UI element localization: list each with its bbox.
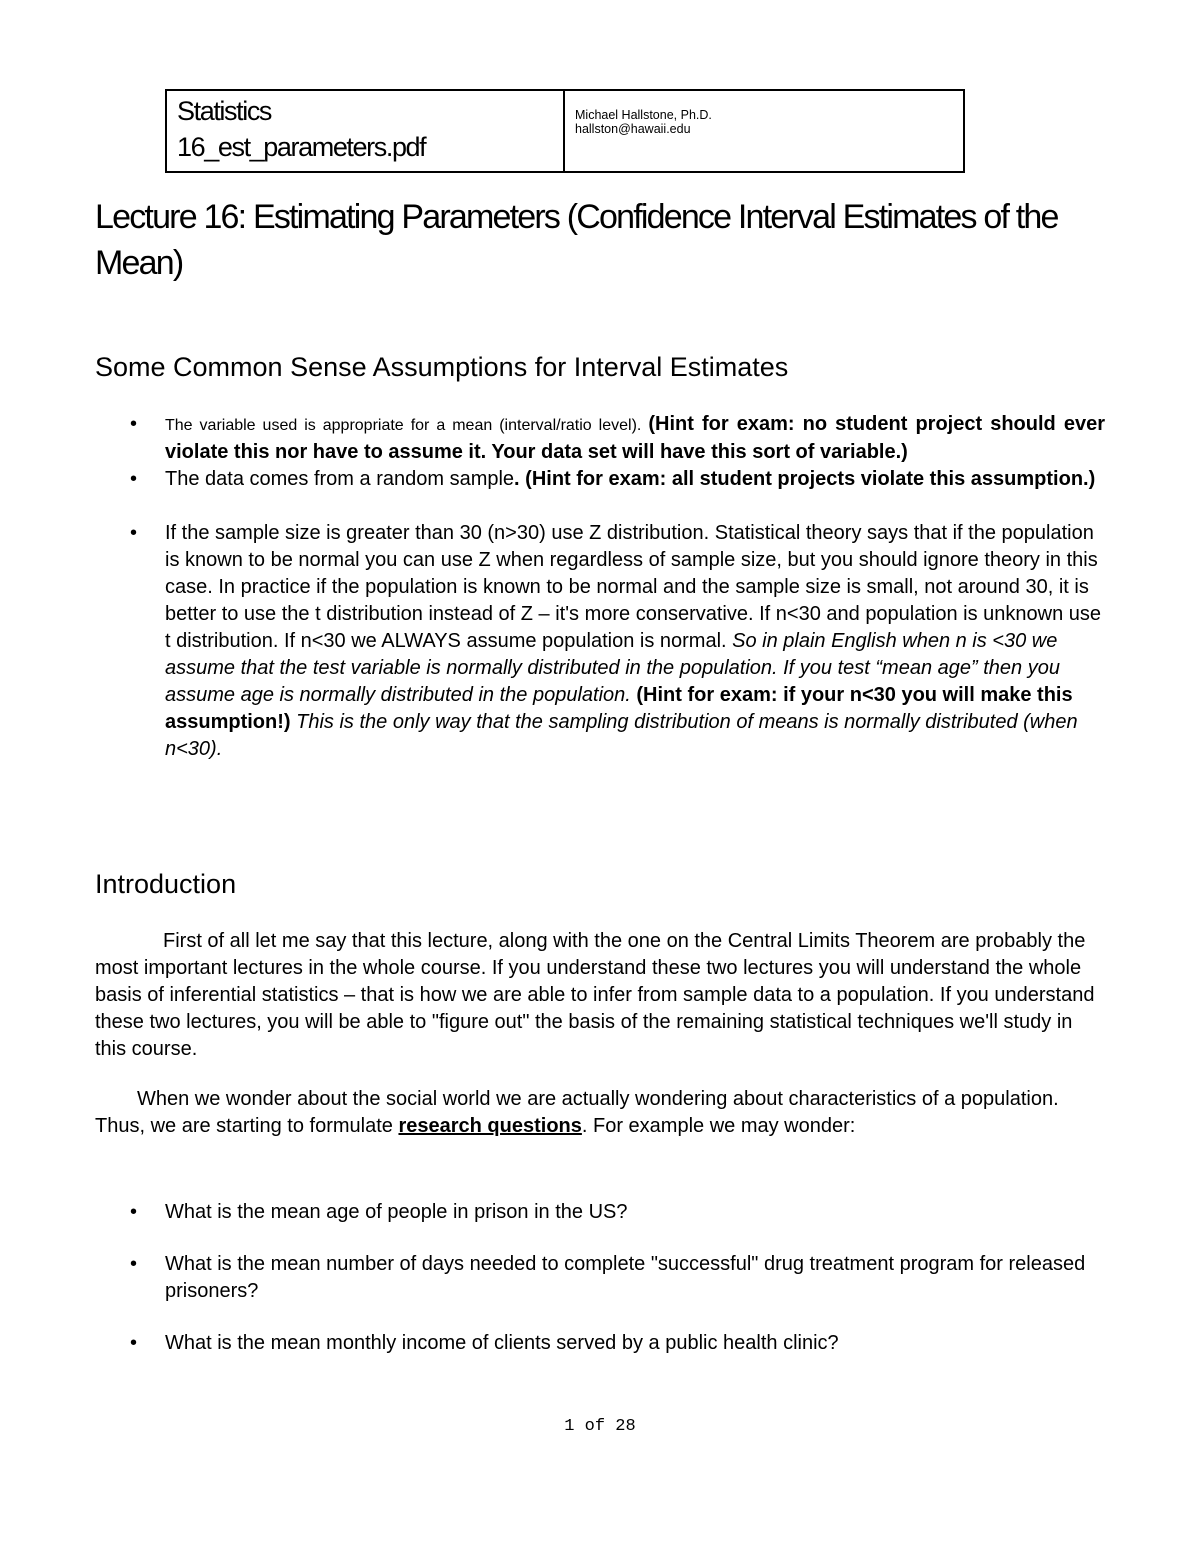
- bullet-icon: •: [130, 522, 138, 544]
- assumption-text: The variable used is appropriate for a mean (interval/ratio level).: [165, 417, 649, 434]
- intro-paragraph-2: [95, 1086, 1105, 1140]
- lecture-title: Lecture 16: Estimating Parameters (Confidence Interval Estimates of the Mean): [95, 198, 1058, 282]
- question-item: [130, 1330, 1105, 1357]
- exam-hint: . (Hint for exam: all student projects violate this assumption.): [514, 468, 1096, 490]
- research-questions-term: research questions: [398, 1115, 582, 1137]
- question-text: What is the mean number of days needed to complete "successful" drug treatment program for released prisoners?: [165, 1253, 1086, 1302]
- assumption-item: [130, 520, 1105, 763]
- assumption-text: If the sample size is greater than 30 (n>30) use Z distribution. Statistical theory says that if the population is known to be normal you can use Z when regardless of sample size, but you should ignore theory in this case. In practice if the population is known to be normal and the sample size is small, not around 30, it is better to use the t distribution instead of Z – it's more conservative. If n<30 and population is unknown use t distribution. If n<30 we ALWAYS assume population is normal.: [165, 522, 1102, 652]
- question-item: [130, 1251, 1105, 1305]
- bullet-icon: •: [130, 1201, 138, 1223]
- assumptions-list: [130, 411, 1105, 763]
- assumption-italic-end: This is the only way that the sampling distribution of means is normally distributed (when n<30).: [165, 711, 1078, 760]
- questions-list: [130, 1199, 1105, 1382]
- exam-hint: (Hint for exam: no student project should ever violate this nor have to assume it. Your data set will have this sort of variable.): [165, 413, 1106, 463]
- document-header: [165, 89, 965, 173]
- intro-paragraph-2-end: . For example we may wonder:: [581, 1115, 856, 1137]
- author-name: Michael Hallstone, Ph.D.: [575, 108, 712, 122]
- assumption-item: [130, 411, 1105, 466]
- assumption-italic: So in plain English when n is <30 we assume that the test variable is normally distributed in the population. If you test “mean age” then you assume age is normally distributed in the population.: [165, 630, 1060, 706]
- bullet-icon: •: [130, 468, 138, 490]
- exam-hint: (Hint for exam: if your n<30 you will make this assumption!): [165, 684, 1073, 733]
- bullet-icon: •: [130, 413, 138, 435]
- assumptions-heading: Some Common Sense Assumptions for Interval Estimates: [95, 352, 789, 382]
- assumption-item: [130, 466, 1105, 493]
- question-text: What is the mean age of people in prison in the US?: [165, 1201, 628, 1223]
- question-text: What is the mean monthly income of clients served by a public health clinic?: [165, 1332, 839, 1354]
- introduction-heading: Introduction: [95, 869, 237, 899]
- intro-paragraph-1: First of all let me say that this lecture, along with the one on the Central Limits Theorem are probably the most important lectures in the whole course. If you understand these two lectures you will understand the whole basis of inferential statistics – that is how we are able to infer from sample data to a population. If you understand these two lectures, you will be able to "figure out" the basis of the remaining statistical techniques we'll study in this course.: [95, 930, 1095, 1060]
- author-email: hallston@hawaii.edu: [575, 122, 691, 136]
- question-item: [130, 1199, 1105, 1226]
- assumption-text: The data comes from a random sample: [165, 468, 515, 490]
- bullet-icon: •: [130, 1253, 138, 1275]
- file-name: 16_est_parameters.pdf: [177, 132, 426, 162]
- bullet-icon: •: [130, 1332, 138, 1354]
- header-course-cell: [167, 91, 565, 171]
- page-number: 1 of 28: [564, 1417, 636, 1436]
- intro-paragraph-2-start: When we wonder about the social world we are actually wondering about characteristics of a population. Thus, we are starting to formulate: [95, 1088, 1059, 1137]
- header-author-cell: [565, 91, 712, 171]
- course-name: Statistics: [177, 96, 272, 126]
